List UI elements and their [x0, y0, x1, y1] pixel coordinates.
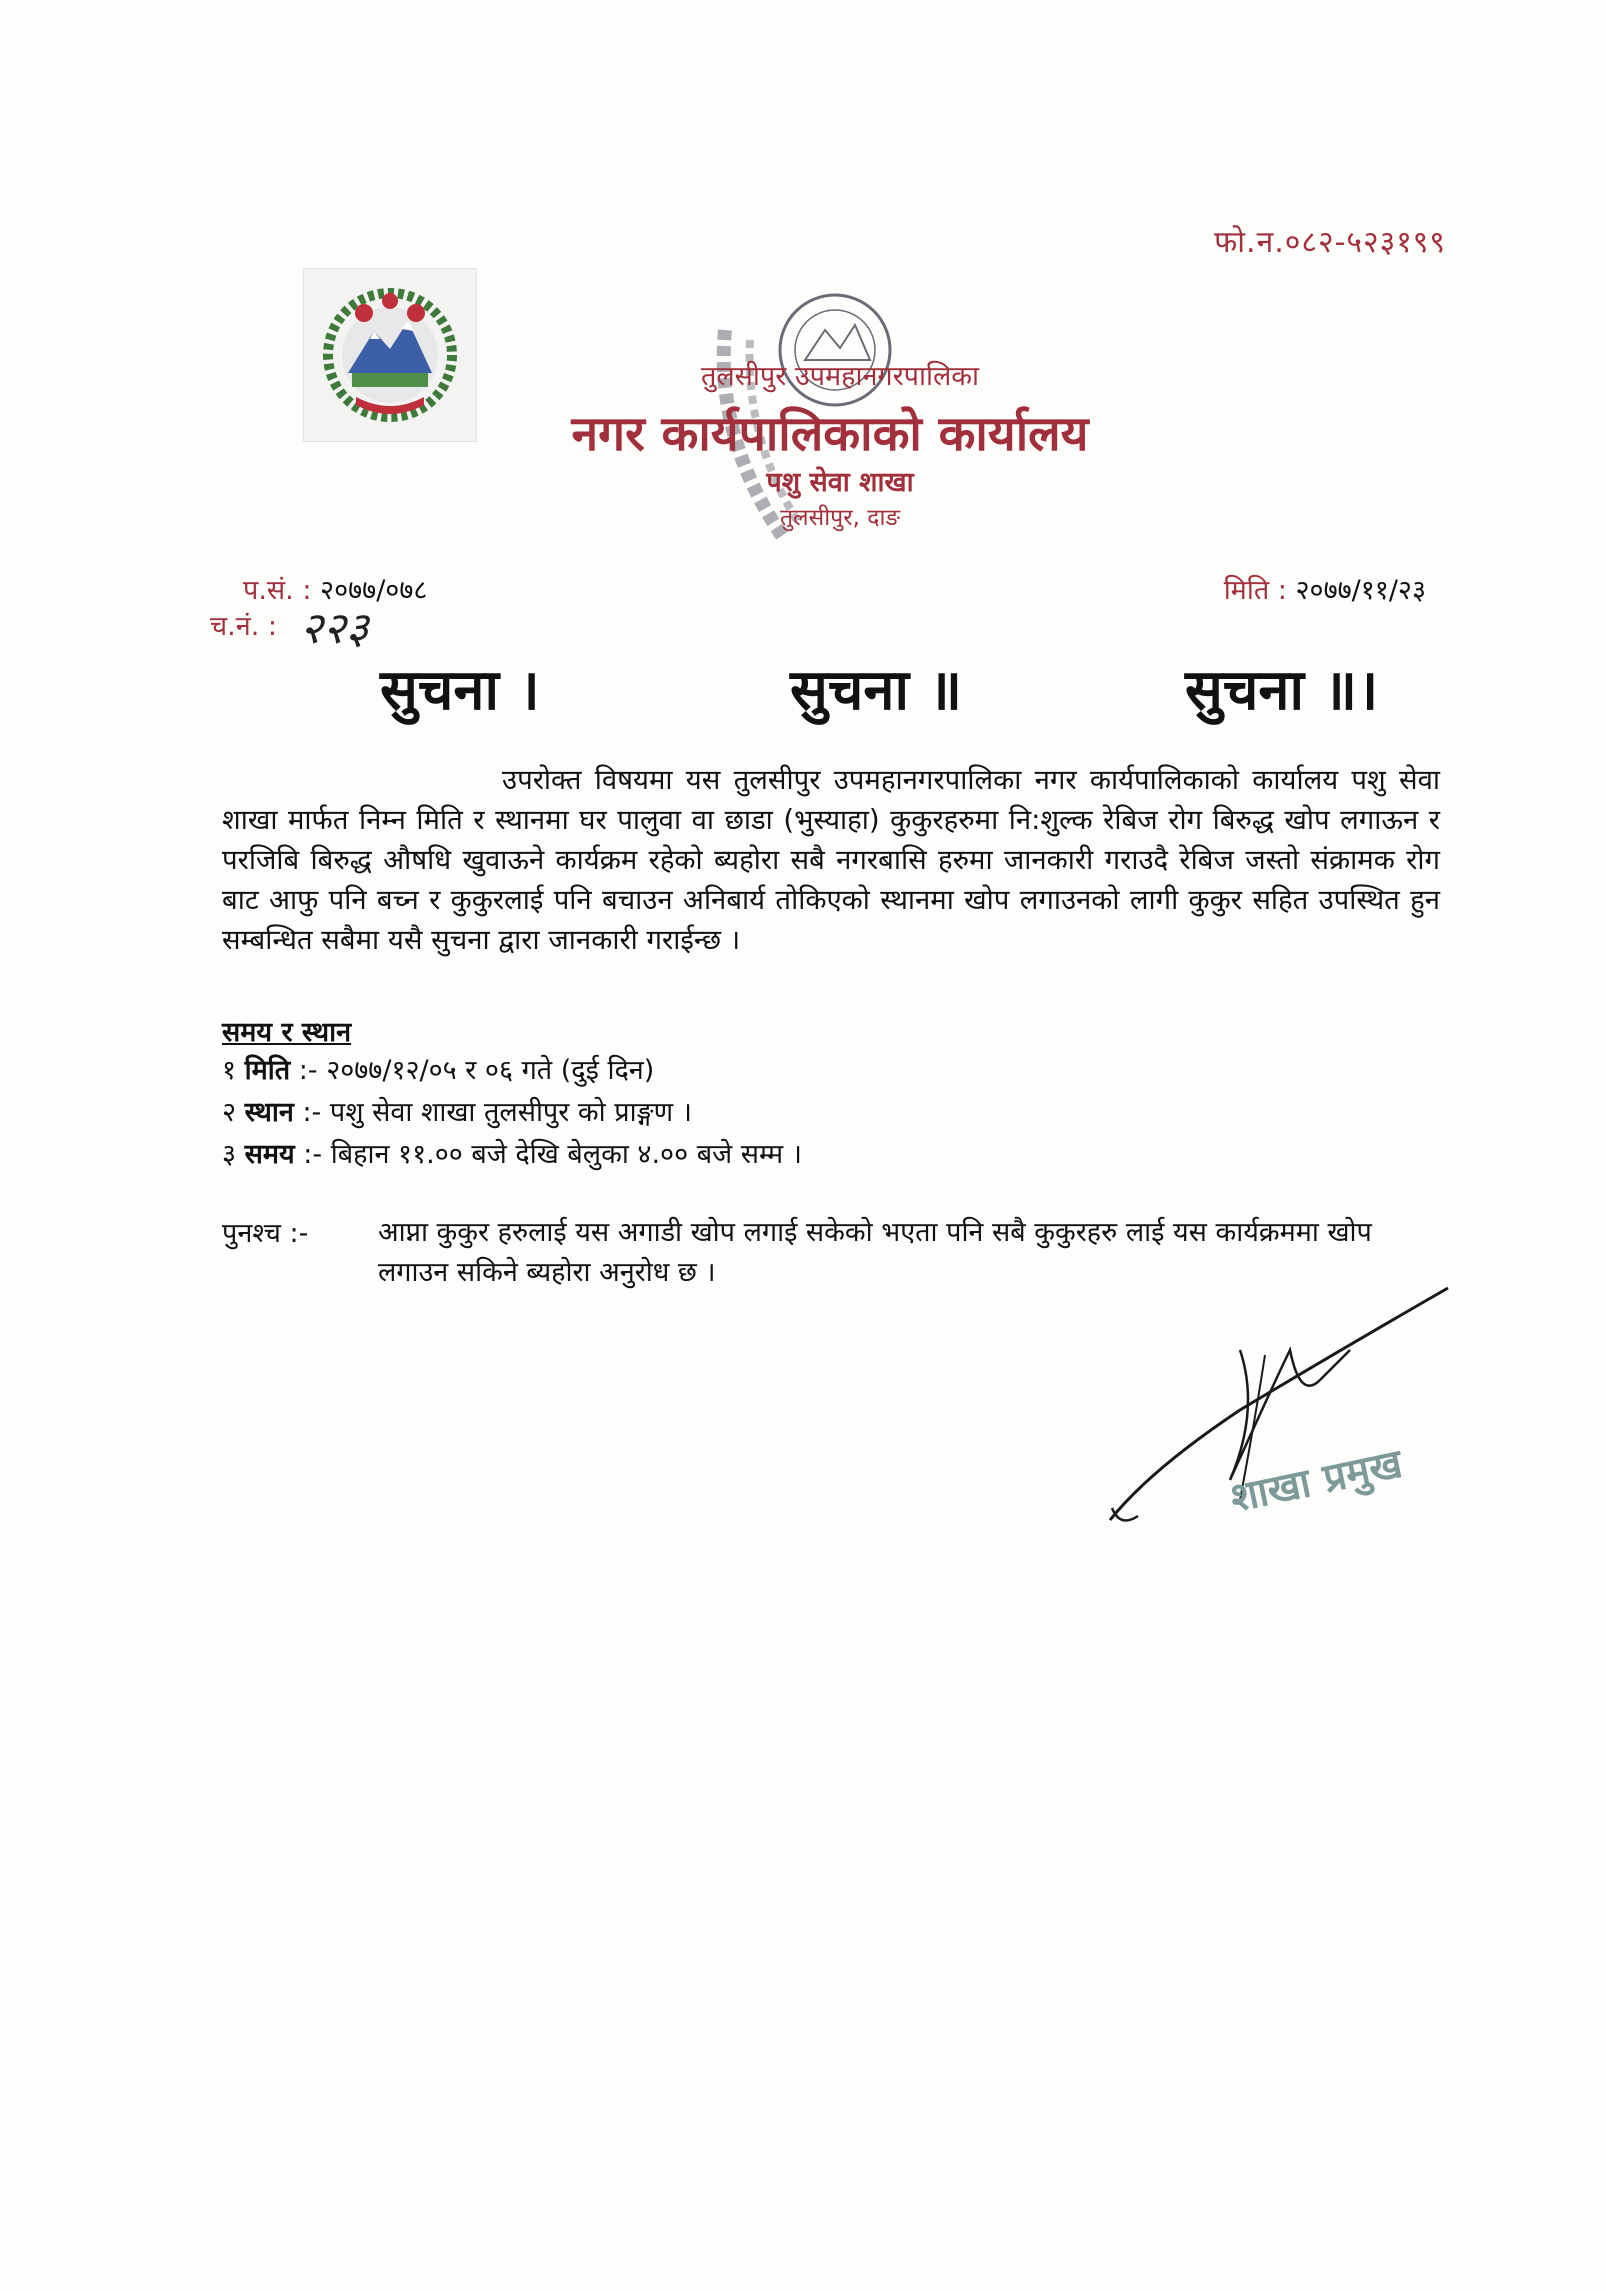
notice-heading-3: सुचना ॥।: [1185, 658, 1379, 723]
schedule-item-value: :- पशु सेवा शाखा तुलसीपुर को प्राङ्गण ।: [302, 1097, 692, 1128]
date-label: मिति :: [1223, 575, 1287, 606]
date-line: [1224, 570, 1426, 607]
notice-heading-1: सुचना ।: [380, 658, 540, 723]
schedule-item: [222, 1050, 654, 1087]
schedule-item-number: १: [222, 1055, 237, 1086]
nepal-emblem-icon: [303, 268, 477, 442]
schedule-item: [222, 1092, 692, 1129]
schedule-item-number: ३: [222, 1139, 237, 1170]
date-value: २०७७/११/२३: [1295, 575, 1426, 606]
office-address: तुलसीपुर, दाङ: [779, 505, 901, 531]
municipality-name: तुलसीपुर उपमहानगरपालिका: [700, 361, 980, 392]
schedule-item-label: समय: [244, 1139, 295, 1170]
dispatch-label: च.नं. :: [210, 611, 277, 642]
schedule-item-value: :- २०७७/१२/०५ र ०६ गते (दुई दिन): [298, 1055, 655, 1086]
postscript-label: पुनश्च :-: [222, 1218, 309, 1249]
reference-label: प.सं. :: [243, 575, 312, 606]
schedule-item: [222, 1134, 802, 1171]
phone-number: फो.न.०८२-५२३१९९: [1214, 225, 1446, 260]
schedule-item-label: स्थान: [244, 1097, 294, 1128]
signature-designation: शाखा प्रमुख: [1226, 1440, 1407, 1522]
office-title: नगर कार्यपालिकाको कार्यालय: [571, 406, 1089, 462]
notice-body: [222, 760, 1440, 960]
handwritten-signature-icon: [1090, 1280, 1470, 1560]
reference-value: २०७७/०७८: [320, 575, 428, 606]
schedule-title: समय र स्थान: [222, 1017, 352, 1048]
schedule-item-value: :- बिहान ११.०० बजे देखि बेलुका ४.०० बजे सम्म ।: [303, 1139, 803, 1170]
schedule-item-number: २: [222, 1097, 237, 1128]
branch-name: पशु सेवा शाखा: [766, 467, 914, 498]
schedule-item-label: मिति: [244, 1055, 291, 1086]
notice-heading-2: सुचना ॥: [790, 658, 963, 723]
postscript-text: आप्ना कुकुर हरुलाई यस अगाडी खोप लगाई सकेको भएता पनि सबै कुकुरहरु लाई यस कार्यक्रममा खोप लगाउन सकिने ब्यहोरा अनुरोध छ ।: [378, 1217, 1372, 1288]
notice-body-text: उपरोक्त विषयमा यस तुलसीपुर उपमहानगरपालिका नगर कार्यपालिकाको कार्यालय पशु सेवा शाखा मार्फत निम्न मिति र स्थानमा घर पालुवा वा छाडा (भुस्याहा) कुकुरहरुमा नि:शुल्क रेबिज रोग बिरुद्ध खोप लगाऊन र परजिबि बिरुद्ध औषधि खुवाऊने कार्यक्रम रहेको ब्यहोरा सबै नगरबासि हरुमा जानकारी गराउदै रेबिज जस्तो संक्रामक रोग बाट आफु पनि बच्न र कुकुरलाई पनि बचाउन अनिबार्य तोकिएको स्थानमा खोप लगाउनको लागी कुकुर सहित उपस्थित हुन सम्बन्धित सबैमा यसै सुचना द्वारा जानकारी गराईन्छ ।: [222, 764, 1440, 956]
dispatch-number-handwritten: २२३: [300, 603, 369, 654]
